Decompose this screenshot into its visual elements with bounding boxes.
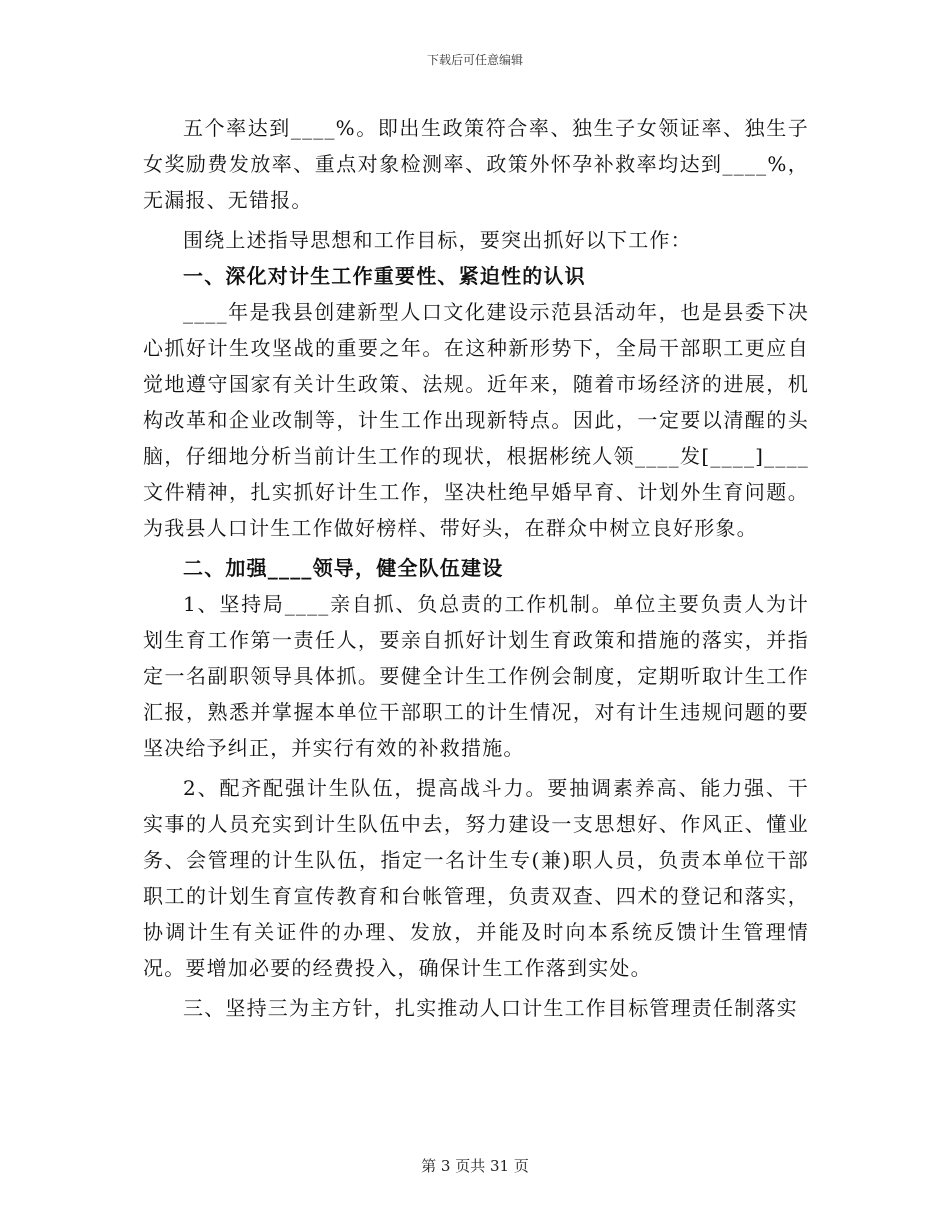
paragraph-intro: 围绕上述指导思想和工作目标，要突出抓好以下工作： bbox=[183, 228, 692, 252]
paragraph-section-1: ____年是我县创建新型人口文化建设示范县活动年，也是县委下决心抓好计生攻坚战的重要之年。在这种新形势下，全局干部职工更应自觉地遵守国家有关计生政策、法规。近年来，随着市场经济的进展，机构改革和企业改制等，计生工作出现新特点。因此，一定要以清醒的头脑，仔细地分析当前计生工作的现状，根据彬统人领____发[____]____文件精神，扎实抓好计生工作，坚决杜绝早婚早育、计划外生育问题。为我县人口计生工作做好榜样、带好头，在群众中树立良好形象。 bbox=[143, 300, 809, 540]
section-heading-2: 二、加强____领导，健全队伍建设 bbox=[183, 556, 504, 580]
paragraph-item-1: 1、坚持局____亲自抓、负总责的工作机制。单位主要负责人为计划生育工作第一责任人，要亲自抓好计划生育政策和措施的落实，并指定一名副职领导具体抓。要健全计生工作例会制度，定期听取计生工作汇报，熟悉并掌握本单位干部职工的计生情况，对有计生违规问题的要坚决给予纠正，并实行有效的补救措施。 bbox=[143, 592, 809, 760]
page-header: 下载后可任意编辑 bbox=[426, 53, 523, 67]
section-heading-1: 一、深化对计生工作重要性、紧迫性的认识 bbox=[183, 264, 586, 288]
paragraph-item-2: 2、配齐配强计生队伍，提高战斗力。要抽调素养高、能力强、干实事的人员充实到计生队伍中去，努力建设一支思想好、作风正、懂业务、会管理的计生队伍，指定一名计生专(兼)职人员，负责本单位干部职工的计划生育宣传教育和台帐管理，负责双查、四术的登记和落实，协调计生有关证件的办理、发放，并能及时向本系统反馈计生管理情况。要增加必要的经费投入，确保计生工作落到实处。 bbox=[143, 776, 809, 980]
paragraph-target-rates: 五个率达到____%。即出生政策符合率、独生子女领证率、独生子女奖励费发放率、重点对象检测率、政策外怀孕补救率均达到____%，无漏报、无错报。 bbox=[143, 116, 809, 212]
document-body bbox=[143, 110, 809, 1026]
page-footer: 第 3 页共 31 页 bbox=[421, 1157, 529, 1175]
section-heading-3: 三、坚持三为主方针，扎实推动人口计生工作目标管理责任制落实 bbox=[183, 996, 798, 1020]
